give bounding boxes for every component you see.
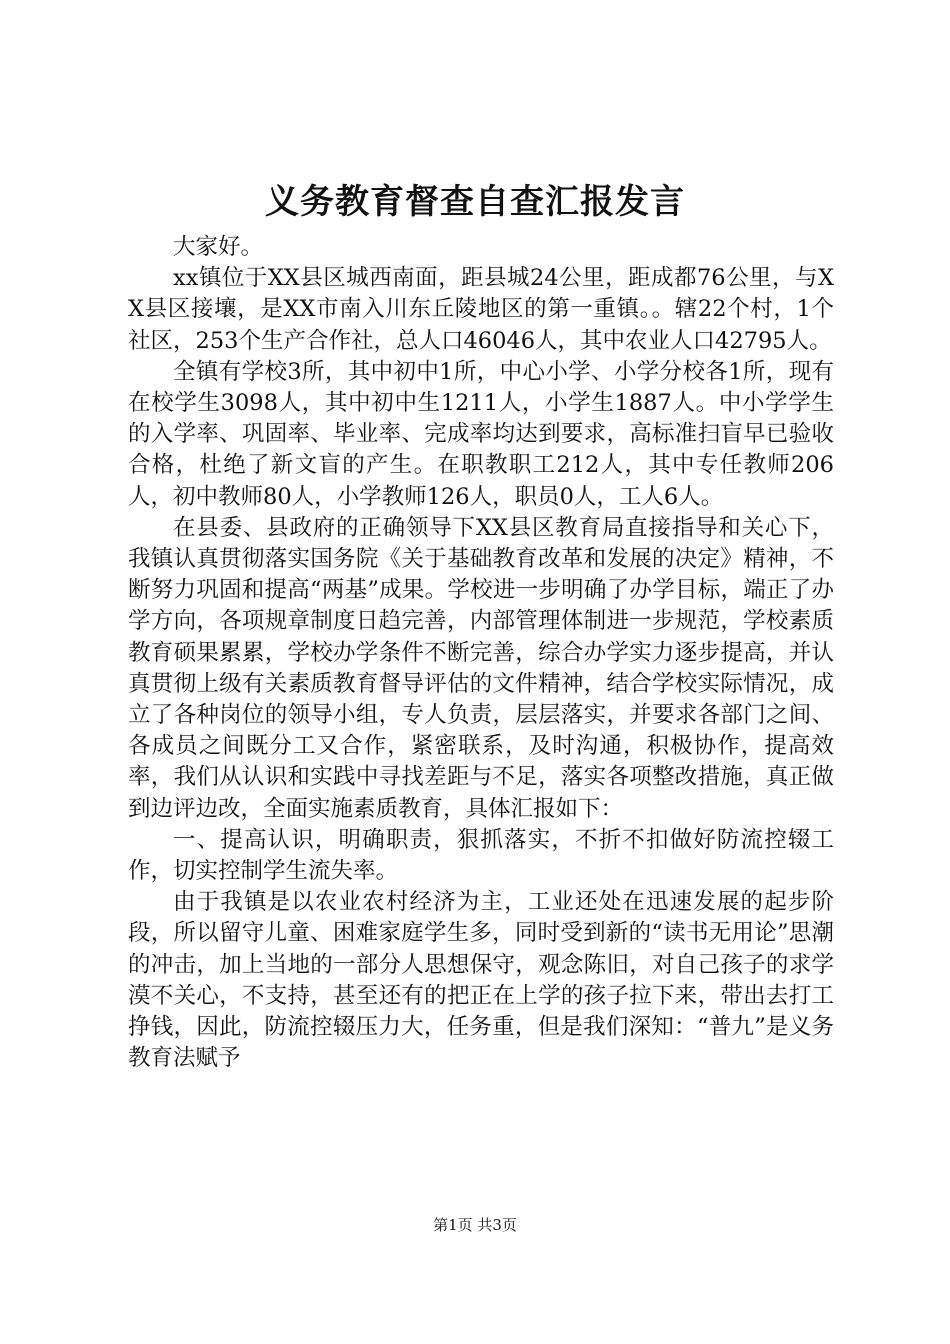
paragraph-greeting: 大家好。 [173, 234, 264, 260]
section-heading-one: 一、提高认识，明确职责，狠抓落实，不折不扣做好防流控辍工作，切实控制学生流失率。 [128, 826, 834, 885]
paragraph-dropout-context: 由于我镇是以农业农村经济为主，工业还处在迅速发展的起步阶段，所以留守儿童、困难家庭学生多，同时受到新的“读书无用论”思潮的冲击，加上当地的一部分人思想保守，观念陈旧，对自己孩子的求学漠不关心，不支持，甚至还有的把正在上学的孩子拉下来，带出去打工挣钱，因此，防流控辍压力大，任务重，但是我们深知：“普九”是义务教育法赋予 [128, 889, 834, 1072]
paragraph-school-statistics: 全镇有学校3所，其中初中1所，中心小学、小学分校各1所，现有在校学生3098人，其中初中生1211人，小学生1887人。中小学学生的入学率、巩固率、毕业率、完成率均达到要求，高标准扫盲早已验收合格，杜绝了新文盲的产生。在职教职工212人，其中专任教师206人，初中教师80人，小学教师126人，职员0人，工人6人。 [128, 358, 834, 510]
paragraph-leadership-summary: 在县委、县政府的正确领导下XX县区教育局直接指导和关心下，我镇认真贯彻落实国务院《关于基础教育改革和发展的决定》精神，不断努力巩固和提高“两基”成果。学校进一步明确了办学目标，端正了办学方向，各项规章制度日趋完善，内部管理体制进一步规范，学校素质教育硕果累累，学校办学条件不断完善，综合办学实力逐步提高，并认真贯彻上级有关素质教育督导评估的文件精神，结合学校实际情况，成立了各种岗位的领导小组，专人负责，层层落实，并要求各部门之间、各成员之间既分工又合作，紧密联系，及时沟通，积极协作，提高效率，我们从认识和实践中寻找差距与不足，落实各项整改措施，真正做到边评边改，全面实施素质教育，具体汇报如下： [128, 514, 834, 822]
document-title: 义务教育督查自查汇报发言 [265, 182, 685, 222]
paragraph-town-overview: xx镇位于XX县区城西南面，距县城24公里，距成都76公里，与XX县区接壤，是XX市南入川东丘陵地区的第一重镇。。辖22个村，1个社区，253个生产合作社，总人口46046人，其中农业人口42795人。 [128, 265, 834, 354]
page-number-footer: 第1页 共3页 [433, 1216, 517, 1234]
document-body [128, 232, 834, 1074]
